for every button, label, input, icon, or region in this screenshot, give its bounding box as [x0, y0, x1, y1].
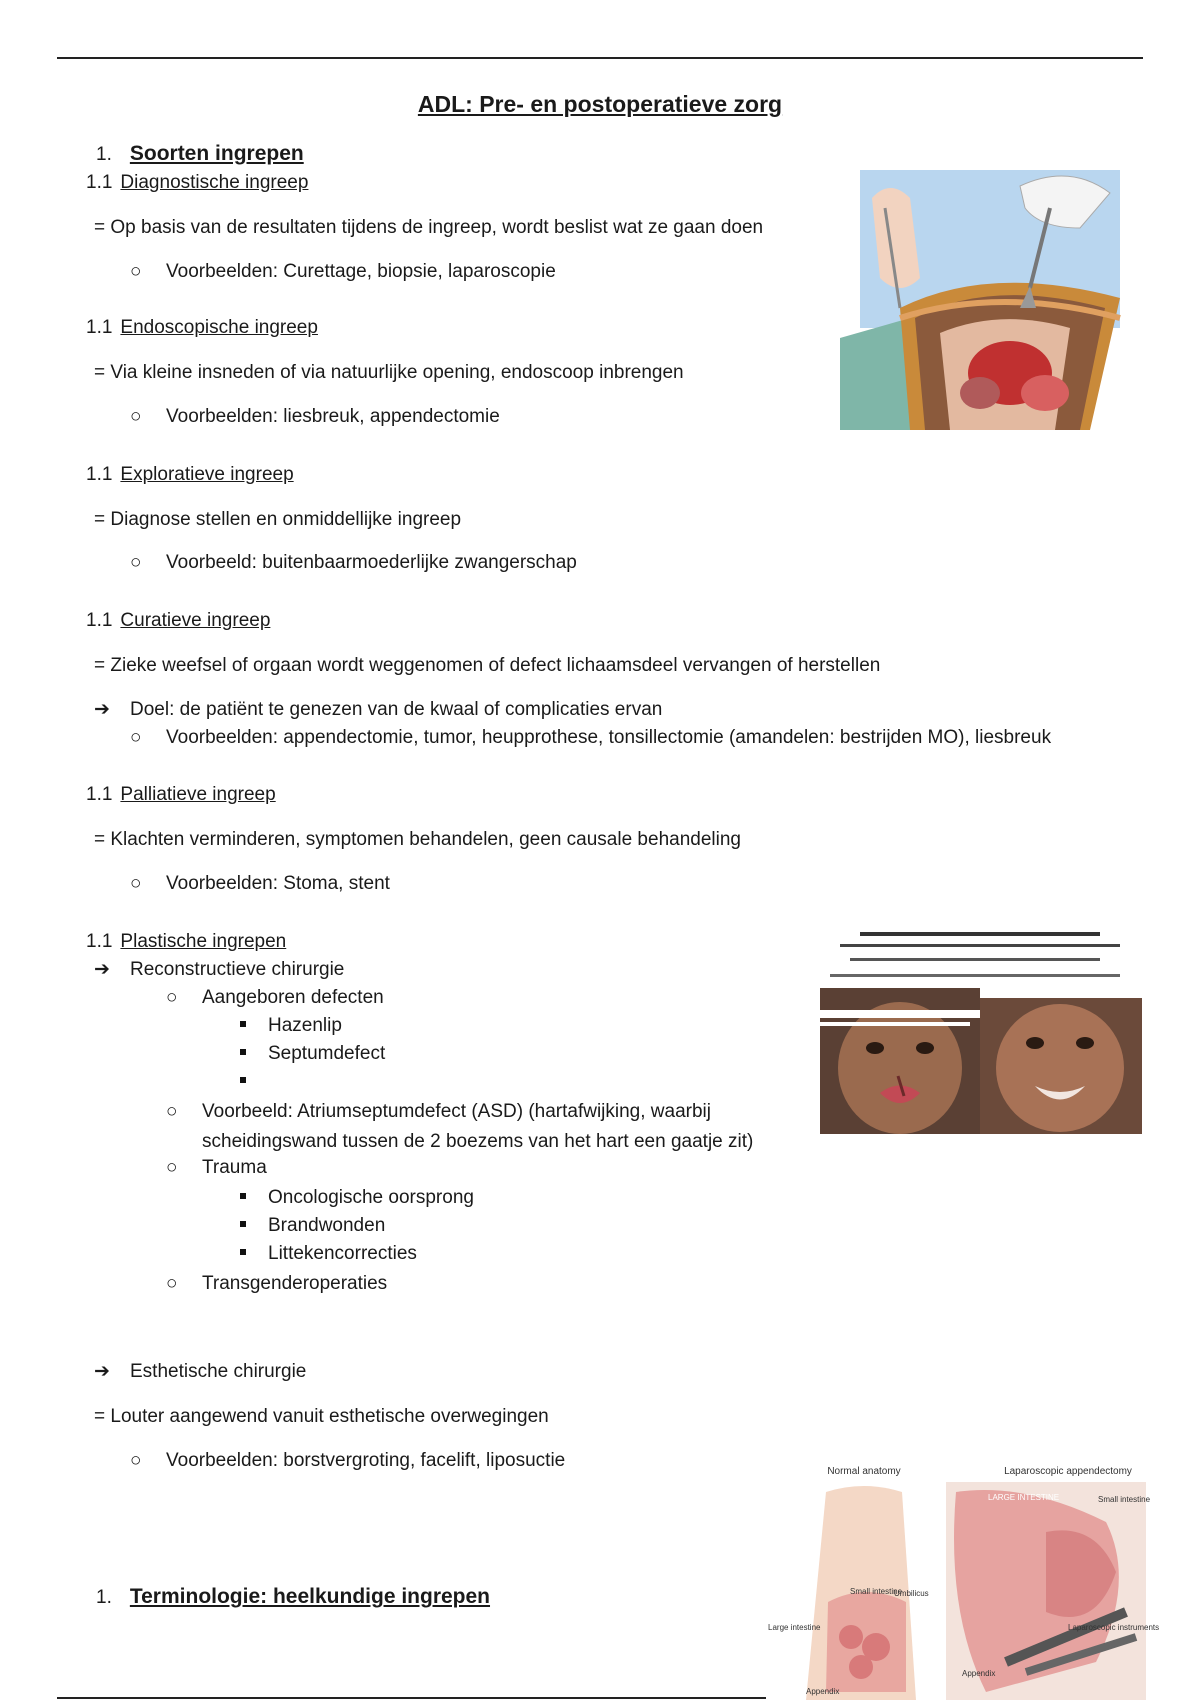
subheading-number: 1.1	[86, 931, 113, 952]
section-title: Terminologie: heelkundige ingrepen	[129, 1585, 491, 1608]
circle-bullet-icon: ○	[130, 552, 142, 573]
circle-bullet-icon: ○	[130, 727, 142, 748]
label-small-intestine-right: Small intestine	[1098, 1495, 1151, 1504]
subheading-title: Exploratieve ingreep	[120, 464, 294, 485]
aangeboren-sub-item: Hazenlip	[240, 1014, 342, 1038]
square-bullet-icon	[240, 1021, 246, 1027]
voorbeeld-asd-continued: scheidingswand tussen de 2 boezems van het hart een gaatje zit)	[202, 1131, 754, 1152]
example-endoscopisch: ○ Voorbeelden: liesbreuk, appendectomie	[130, 406, 500, 427]
square-bullet-icon	[240, 1221, 246, 1227]
subheading-title: Diagnostische ingreep	[120, 172, 309, 193]
definition-endoscopisch: = Via kleine insneden of via natuurlijke opening, endoscoop inbrengen	[94, 362, 684, 383]
aangeboren-item: ○ Aangeboren defecten	[166, 987, 384, 1008]
top-rule	[57, 57, 1143, 59]
trauma-item: ○ Trauma	[166, 1157, 267, 1178]
label-laparoscopic-instruments: Laparoscopic instruments	[1068, 1623, 1160, 1632]
section-number: 1.	[96, 1587, 112, 1608]
subheading-number: 1.1	[86, 784, 113, 805]
subheading-title: Plastische ingrepen	[120, 931, 287, 952]
surgery-illustration	[840, 168, 1140, 430]
arrow-right-icon: ➔	[94, 699, 110, 720]
circle-bullet-icon: ○	[166, 987, 178, 1008]
figure-caption-laparoscopic: Laparoscopic appendectomy	[1004, 1466, 1132, 1477]
square-bullet-icon	[240, 1049, 246, 1055]
reconstructief-heading: ➔ Reconstructieve chirurgie	[94, 959, 345, 980]
subheading-plastisch	[86, 930, 286, 954]
trauma-sub-item: Brandwonden	[240, 1214, 385, 1238]
example-curatief: ○ Voorbeelden: appendectomie, tumor, heupprothese, tonsillectomie (amandelen: bestrijden MO), liesbreuk	[130, 727, 1052, 748]
definition-curatief: = Zieke weefsel of orgaan wordt weggenomen of defect lichaamsdeel vervangen of herstellen	[94, 655, 881, 676]
subheading-title: Curatieve ingreep	[120, 610, 271, 631]
subheading-number: 1.1	[86, 172, 113, 193]
subheading-diagnostisch	[86, 171, 308, 195]
trauma-sub-item: Oncologische oorsprong	[240, 1186, 474, 1210]
circle-bullet-icon: ○	[166, 1273, 178, 1294]
label-umbilicus: Umbilicus	[894, 1589, 929, 1598]
subheading-title: Endoscopische ingreep	[120, 317, 318, 338]
cleft-lip-photo	[820, 918, 1142, 1134]
subheading-palliatief	[86, 783, 276, 807]
arrow-right-icon: ➔	[94, 1361, 110, 1382]
voorbeeld-asd: ○ Voorbeeld: Atriumseptumdefect (ASD) (hartafwijking, waarbij	[166, 1101, 712, 1122]
goal-curatief: ➔ Doel: de patiënt te genezen van de kwaal of complicaties ervan	[94, 699, 663, 720]
example-exploratief: ○ Voorbeeld: buitenbaarmoederlijke zwangerschap	[130, 552, 577, 573]
label-appendix-right: Appendix	[962, 1669, 996, 1678]
circle-bullet-icon: ○	[166, 1101, 178, 1122]
transgender-item: ○ Transgenderoperaties	[166, 1273, 388, 1294]
section-title: Soorten ingrepen	[129, 142, 304, 165]
example-diagnostisch: ○ Voorbeelden: Curettage, biopsie, laparoscopie	[130, 261, 556, 282]
label-small-intestine-left: Small intestine	[850, 1587, 903, 1596]
section-number: 1.	[96, 144, 112, 165]
arrow-right-icon: ➔	[94, 959, 110, 980]
section-heading-terminologie	[96, 1585, 490, 1610]
label-large-intestine-right: LARGE INTESTINE	[988, 1493, 1060, 1502]
page-title: ADL: Pre- en postoperatieve zorg	[417, 91, 783, 117]
square-bullet-icon	[240, 1193, 246, 1199]
example-esthetisch: ○ Voorbeelden: borstvergroting, facelift, liposuctie	[130, 1450, 566, 1471]
subheading-title: Palliatieve ingreep	[120, 784, 276, 805]
figure-caption-normal: Normal anatomy	[827, 1466, 901, 1477]
trauma-sub-item: Littekencorrecties	[240, 1242, 417, 1266]
definition-palliatief: = Klachten verminderen, symptomen behandelen, geen causale behandeling	[94, 829, 741, 850]
circle-bullet-icon: ○	[130, 1450, 142, 1471]
circle-bullet-icon: ○	[166, 1157, 178, 1178]
subheading-number: 1.1	[86, 317, 113, 338]
esthetisch-heading: ➔ Esthetische chirurgie	[94, 1361, 307, 1382]
definition-exploratief: = Diagnose stellen en onmiddellijke ingreep	[94, 509, 462, 530]
subheading-curatief	[86, 609, 270, 633]
appendectomy-illustration	[766, 1462, 1160, 1700]
label-appendix-left: Appendix	[806, 1687, 840, 1696]
subheading-number: 1.1	[86, 464, 113, 485]
subheading-endoscopisch	[86, 316, 318, 340]
aangeboren-sub-item: Septumdefect	[240, 1042, 385, 1066]
circle-bullet-icon: ○	[130, 406, 142, 427]
subheading-number: 1.1	[86, 610, 113, 631]
square-bullet-icon	[240, 1077, 246, 1083]
definition-esthetisch: = Louter aangewend vanuit esthetische overwegingen	[94, 1406, 549, 1427]
aangeboren-sub-item	[240, 1070, 268, 1094]
definition-diagnostisch: = Op basis van de resultaten tijdens de ingreep, wordt beslist wat ze gaan doen	[94, 217, 764, 238]
example-palliatief: ○ Voorbeelden: Stoma, stent	[130, 873, 390, 894]
circle-bullet-icon: ○	[130, 261, 142, 282]
square-bullet-icon	[240, 1249, 246, 1255]
subheading-exploratief	[86, 463, 294, 487]
label-large-intestine-left: Large intestine	[768, 1623, 821, 1632]
section-heading-soorten	[96, 142, 304, 167]
circle-bullet-icon: ○	[130, 873, 142, 894]
